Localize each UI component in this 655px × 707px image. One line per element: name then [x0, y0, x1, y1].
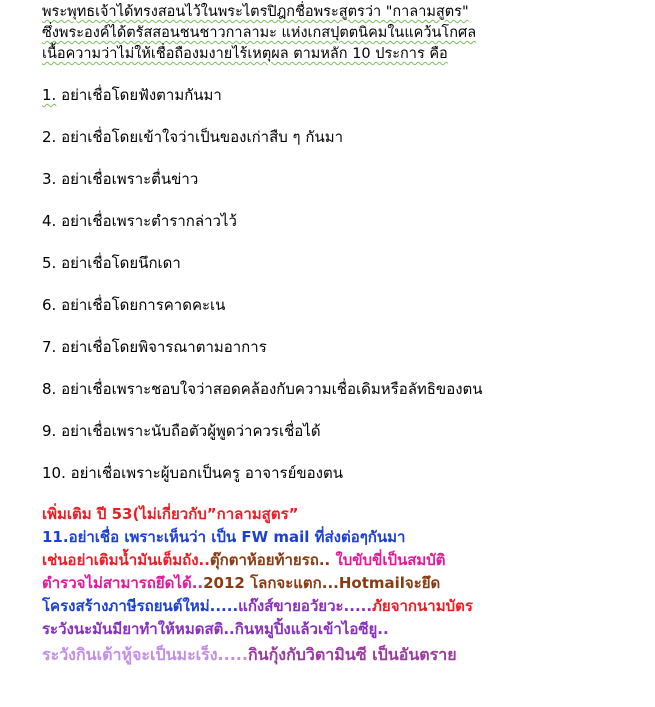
- rumor-license: ใบขับขี่เป็นสมบัติ: [330, 551, 446, 569]
- principle-item: [42, 169, 642, 211]
- principle-item: [42, 211, 642, 253]
- principle-text: อย่าเชื่อเพราะตำรากล่าวไว้: [56, 212, 237, 230]
- addendum-line-7: [42, 643, 642, 666]
- principle-text: อย่าเชื่อเพราะชอบใจว่าสอดคล้องกับความเชื่อเดิมหรือลัทธิของตน: [56, 380, 483, 398]
- addendum-line-6: ระวังนะมันมียาทำให้หมดสติ..กินหมูปิ้งแล้วเข้าไอซียู..: [42, 620, 389, 638]
- addendum-section: [42, 503, 642, 666]
- principle-number: 1.: [42, 86, 57, 104]
- principle-number: 8.: [42, 380, 57, 398]
- principle-text: อย่าเชื่อโดยเข้าใจว่าเป็นของเก่าสืบ ๆ กันมา: [56, 128, 344, 146]
- addendum-line-4: [42, 572, 642, 595]
- principle-text: อย่าเชื่อโดยการคาดคะเน: [56, 296, 226, 314]
- addendum-heading: เพิ่มเติม ปี 53(ไม่เกี่ยวกับ”กาลามสูตร”: [42, 505, 299, 523]
- principle-number: 10.: [42, 464, 66, 482]
- principle-item: [42, 379, 642, 421]
- principles-list: [42, 85, 642, 505]
- rumor-car-tax: โครงสร้างภาษีรถยนต์ใหม่.....: [42, 597, 239, 615]
- intro-line-1-quote: ": [461, 4, 469, 20]
- intro-line-3: เนื้อความว่าไม่ให้เชื่อถืองมงายไร้เหตุผล ตามหลัก 10 ประการ คือ: [42, 46, 448, 62]
- principle-text: อย่าเชื่อโดยนึกเดา: [56, 254, 181, 272]
- item-11-label: 11.อย่าเชื่อ: [42, 528, 120, 546]
- principle-item: [42, 295, 642, 337]
- intro-line-1-text: พระพุทธเจ้าได้ทรงสอนไว้ในพระไตรปิฎกชื่อพระสูตรว่า ": [42, 4, 393, 20]
- item-11-text: เพราะเห็นว่า เป็น FW mail ที่ส่งต่อๆกันมา: [119, 528, 406, 546]
- intro-line-2: ซึ่งพระองค์ได้ตรัสสอนชนชาวกาลามะ แห่งเกสปุตตนิคมในแคว้นโกศล: [42, 25, 477, 41]
- addendum-item-11: [42, 526, 642, 549]
- principle-item: [42, 85, 642, 127]
- principle-number: 3.: [42, 170, 57, 188]
- rumor-fuel-tank: เช่นอย่าเติมน้ำมันเต็มถัง..: [42, 551, 210, 569]
- principle-number: 7.: [42, 338, 57, 356]
- principle-item: [42, 337, 642, 379]
- rumor-2012: 2012 โลกจะแตก...: [203, 574, 339, 592]
- principle-item: [42, 253, 642, 295]
- intro-paragraph: [42, 2, 642, 65]
- principle-text: อย่าเชื่อโดยฟังตามกันมา: [56, 86, 222, 104]
- rumor-car-doll: ตุ๊กตาห้อยท้ายรถ..: [209, 551, 331, 569]
- document-body: [42, 2, 642, 666]
- addendum-line-5: [42, 595, 642, 618]
- rumor-hotmail: Hotmailจะยึด: [338, 574, 441, 592]
- principle-item: [42, 421, 642, 463]
- rumor-organ-gang: แก๊งส์ขายอวัยวะ.....: [238, 597, 373, 615]
- principle-number: 4.: [42, 212, 57, 230]
- rumor-tofu: ระวังกินเต้าหู้จะเป็นมะเร็ง.....: [42, 645, 248, 664]
- principle-number: 6.: [42, 296, 57, 314]
- principle-text: อย่าเชื่อเพราะผู้บอกเป็นครู อาจารย์ของตน: [65, 464, 343, 482]
- kalama-sutta-term: กาลามสูตร: [392, 4, 462, 20]
- principle-text: อย่าเชื่อเพราะตื่นข่าว: [56, 170, 199, 188]
- addendum-line-3: [42, 549, 642, 572]
- principle-item: [42, 127, 642, 169]
- principle-number: 9.: [42, 422, 57, 440]
- principle-number: 5.: [42, 254, 57, 272]
- principle-number: 2.: [42, 128, 57, 146]
- principle-text: อย่าเชื่อเพราะนับถือตัวผู้พูดว่าควรเชื่อได้: [56, 422, 321, 440]
- intro-line-1: [42, 2, 642, 23]
- principle-item: [42, 463, 642, 505]
- rumor-license-cont: ตำรวจไม่สามารถยึดได้..: [42, 574, 204, 592]
- rumor-business-card: ภัยจากนามบัตร: [372, 597, 473, 615]
- rumor-shrimp-vitamin-c: กินกุ้งกับวิตามินซี เป็นอันตราย: [247, 645, 457, 664]
- principle-text: อย่าเชื่อโดยพิจารณาตามอาการ: [56, 338, 267, 356]
